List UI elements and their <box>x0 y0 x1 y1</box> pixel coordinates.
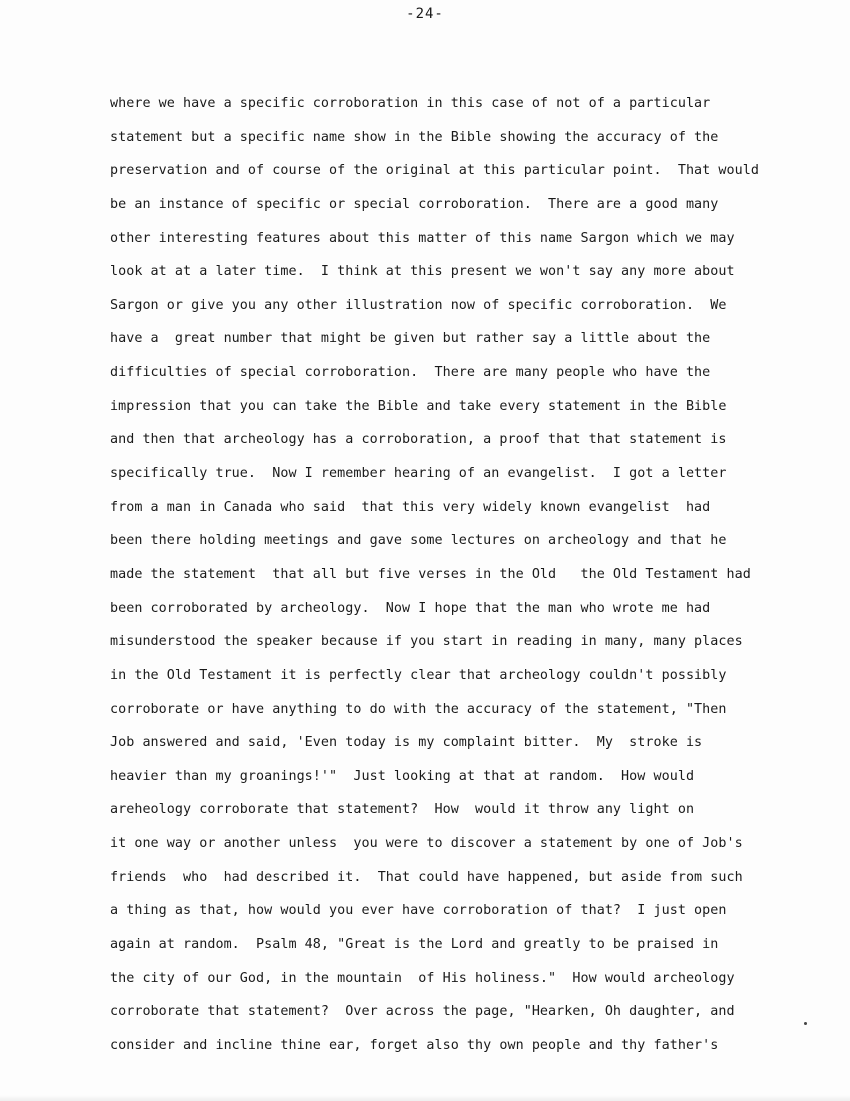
text-line: be an instance of specific or special corroboration. There are a good many <box>110 196 719 212</box>
text-line: been corroborated by archeology. Now I hope that the man who wrote me had <box>110 600 711 616</box>
text-line: statement but a specific name show in the Bible showing the accuracy of the <box>110 129 719 145</box>
text-line: corroborate that statement? Over across the page, "Hearken, Oh daughter, and <box>110 1004 735 1020</box>
text-line: made the statement that all but five verses in the Old the Old Testament had <box>110 566 751 582</box>
text-line: heavier than my groanings!'" Just looking at that at random. How would <box>110 768 695 784</box>
text-line: misunderstood the speaker because if you start in reading in many, many places <box>110 634 743 650</box>
text-line: difficulties of special corroboration. There are many people who have the <box>110 365 711 381</box>
text-line: where we have a specific corroboration in this case of not of a particular <box>110 96 711 111</box>
text-line: from a man in Canada who said that this very widely known evangelist had <box>110 499 711 515</box>
text-line: corroborate or have anything to do with the accuracy of the statement, "Then <box>110 701 727 717</box>
text-line: again at random. Psalm 48, "Great is the Lord and greatly to be praised in <box>110 937 719 953</box>
body-text <box>110 92 810 1068</box>
text-line: preservation and of course of the original at this particular point. That would <box>110 163 759 179</box>
text-line: Sargon or give you any other illustration now of specific corroboration. We <box>110 297 727 313</box>
text-line: the city of our God, in the mountain of His holiness." How would archeology <box>110 970 735 986</box>
text-line: and then that archeology has a corroboration, a proof that that statement is <box>110 432 727 448</box>
text-line: friends who had described it. That could have happened, but aside from such <box>110 869 743 885</box>
text-line: look at at a later time. I think at this present we won't say any more about <box>110 264 735 280</box>
text-line: specifically true. Now I remember hearing of an evangelist. I got a letter <box>110 466 727 482</box>
scan-edge-shadow <box>0 1095 850 1101</box>
text-line: impression that you can take the Bible and take every statement in the Bible <box>110 398 727 414</box>
text-line: areheology corroborate that statement? How would it throw any light on <box>110 802 695 818</box>
text-line: a thing as that, how would you ever have corroboration of that? I just open <box>110 903 727 919</box>
scan-speck <box>804 1022 807 1025</box>
text-line: it one way or another unless you were to discover a statement by one of Job's <box>110 836 743 852</box>
text-line: Job answered and said, 'Even today is my complaint bitter. My stroke is <box>110 735 703 751</box>
text-line: have a great number that might be given but rather say a little about the <box>110 331 711 347</box>
text-line: been there holding meetings and gave some lectures on archeology and that he <box>110 533 727 549</box>
text-line: other interesting features about this matter of this name Sargon which we may <box>110 230 735 246</box>
text-line: in the Old Testament it is perfectly clear that archeology couldn't possibly <box>110 667 727 683</box>
page-number: -24- <box>406 6 444 22</box>
text-line: consider and incline thine ear, forget also thy own people and thy father's <box>110 1037 719 1053</box>
